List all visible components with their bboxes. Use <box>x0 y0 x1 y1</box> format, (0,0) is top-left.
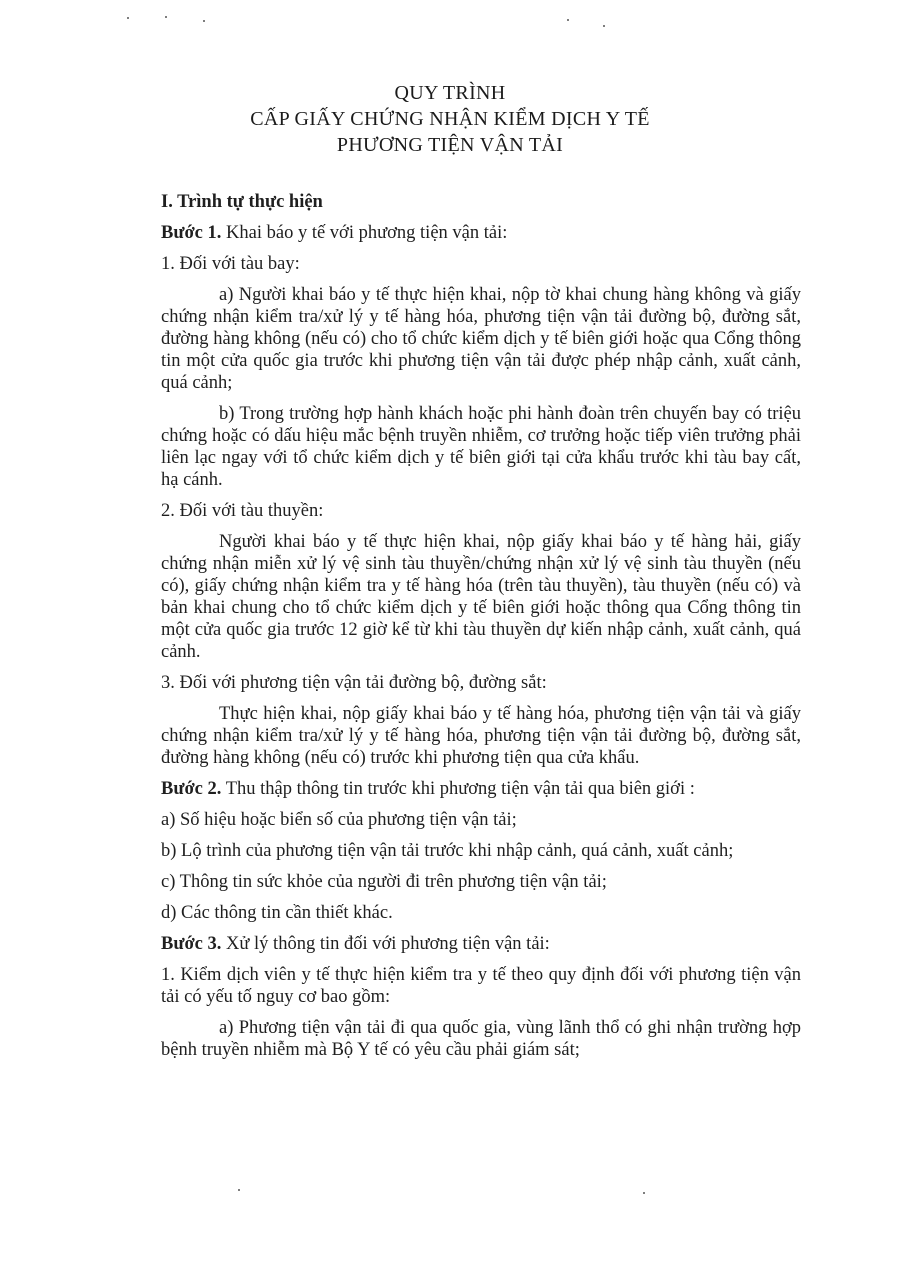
step1-sub1-heading: 1. Đối với tàu bay: <box>161 254 300 274</box>
step2-item-a: a) Số hiệu hoặc biển số của phương tiện vận tải; <box>161 810 517 830</box>
step2-label: Bước 2. <box>161 779 222 799</box>
step1-sub3-text: Thực hiện khai, nộp giấy khai báo y tế hàng hóa, phương tiện vận tải và giấy chứng nhận kiểm tra/xử lý y tế hàng hóa, phương tiện vận tải đường bộ, đường sắt, đường hàng không (nếu có) trước khi phương tiện qua cửa khẩu. <box>161 704 801 768</box>
step1-sub1-a: a) Người khai báo y tế thực hiện khai, nộp tờ khai chung hàng không và giấy chứng nhận kiểm tra/xử lý y tế hàng hóa, phương tiện vận tải đường bộ, đường sắt, đường hàng không (nếu có) cho tổ chức kiểm dịch y tế biên giới hoặc qua Cổng thông tin một cửa quốc gia trước khi phương tiện vận tải được phép nhập cảnh, xuất cảnh, quá cảnh; <box>161 285 801 393</box>
step2-item-b: b) Lộ trình của phương tiện vận tải trước khi nhập cảnh, quá cảnh, xuất cảnh; <box>161 841 734 861</box>
step2-item-c: c) Thông tin sức khỏe của người đi trên phương tiện vận tải; <box>161 872 607 892</box>
step2-text: Thu thập thông tin trước khi phương tiện vận tải qua biên giới : <box>221 779 695 799</box>
document-body <box>161 191 801 1070</box>
step1-label: Bước 1. <box>161 223 222 243</box>
title-line-1: QUY TRÌNH <box>394 82 506 104</box>
step3-text: Xử lý thông tin đối với phương tiện vận tải: <box>221 934 550 954</box>
step3-item-1: 1. Kiểm dịch viên y tế thực hiện kiểm tra y tế theo quy định đối với phương tiện vận tải có yếu tố nguy cơ bao gồm: <box>161 965 801 1007</box>
step1-sub2-text: Người khai báo y tế thực hiện khai, nộp giấy khai báo y tế hàng hải, giấy chứng nhận miễn xử lý vệ sinh tàu thuyền/chứng nhận xử lý vệ sinh tàu thuyền (nếu có), giấy chứng nhận kiểm tra y tế hàng hóa (trên tàu thuyền), tàu thuyền (nếu có) và bản khai chung cho tổ chức kiểm dịch y tế biên giới hoặc thông qua Cổng thông tin một cửa quốc gia trước 12 giờ kể từ khi tàu thuyền dự kiến nhập cảnh, xuất cảnh, quá cảnh. <box>161 532 801 662</box>
step1-text: Khai báo y tế với phương tiện vận tải: <box>221 223 508 243</box>
scan-speck <box>127 17 129 19</box>
title-line-3: PHƯƠNG TIỆN VẬN TẢI <box>336 134 564 156</box>
scan-speck <box>567 19 569 21</box>
step1-sub3-heading: 3. Đối với phương tiện vận tải đường bộ, đường sắt: <box>161 673 547 693</box>
step1-heading <box>161 222 801 244</box>
step3-item-1-a: a) Phương tiện vận tải đi qua quốc gia, vùng lãnh thổ có ghi nhận trường hợp bệnh truyền nhiễm mà Bộ Y tế có yêu cầu phải giám sát; <box>161 1018 801 1060</box>
section-heading: I. Trình tự thực hiện <box>161 192 323 212</box>
scan-speck <box>238 1189 240 1191</box>
step1-sub1-b: b) Trong trường hợp hành khách hoặc phi hành đoàn trên chuyến bay có triệu chứng hoặc có dấu hiệu mắc bệnh truyền nhiễm, cơ trưởng hoặc tiếp viên trưởng phải liên lạc ngay với tổ chức kiểm dịch y tế biên giới tại cửa khẩu trước khi tàu bay cất, hạ cánh. <box>161 404 801 490</box>
scan-speck <box>603 25 605 27</box>
scan-speck <box>203 20 205 22</box>
document-title <box>0 80 900 158</box>
step2-item-d: d) Các thông tin cần thiết khác. <box>161 903 393 923</box>
step2-heading <box>161 778 801 800</box>
scan-speck <box>643 1192 645 1194</box>
step3-label: Bước 3. <box>161 934 222 954</box>
step3-heading <box>161 933 801 955</box>
step1-sub2-heading: 2. Đối với tàu thuyền: <box>161 501 324 521</box>
title-line-2: CẤP GIẤY CHỨNG NHẬN KIỂM DỊCH Y TẾ <box>250 108 650 130</box>
scan-speck <box>165 16 167 18</box>
